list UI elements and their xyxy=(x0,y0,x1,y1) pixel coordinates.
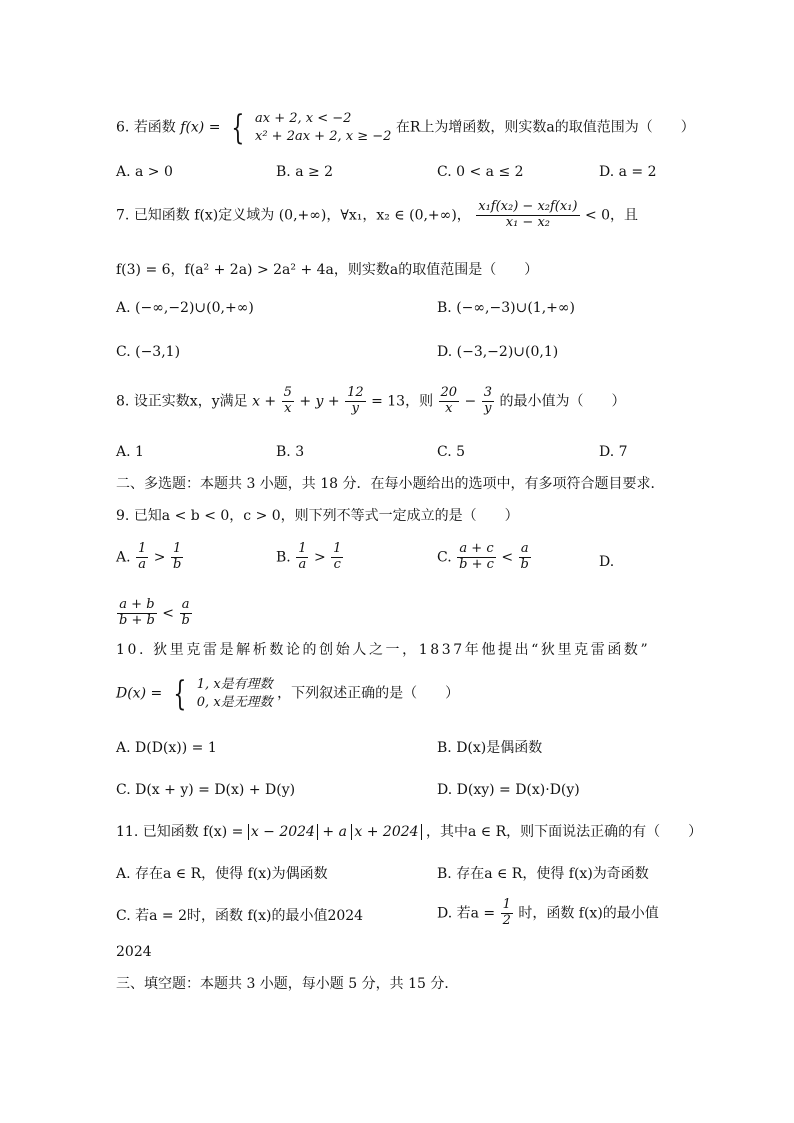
q8-minus: − xyxy=(464,393,477,410)
q11-option-c: C. 若a = 2时，函数 f(x)的最小值2024 xyxy=(116,908,364,924)
q9-number: 9. xyxy=(116,508,130,524)
q9-d-op: < xyxy=(162,605,174,622)
q8-frac1-den: x xyxy=(284,400,292,416)
q7-fraction-denominator: x₁ − x₂ xyxy=(505,214,550,230)
q11-post: ，其中a ∈ R，则下面说法正确的有（ ） xyxy=(426,824,703,840)
section-3-heading: 三、填空题：本题共 3 小题，每小题 5 分，共 15 分． xyxy=(116,976,459,992)
q11-pre: 已知函数 f(x) = xyxy=(142,824,244,840)
q10-stem xyxy=(116,642,650,659)
q9-b-frac2 xyxy=(331,542,343,573)
q9-option-c-label: C. xyxy=(437,549,452,566)
q9-a-op: > xyxy=(153,549,166,566)
q6-option-c: C. 0 < a ≤ 2 xyxy=(437,164,524,180)
q9-option-c xyxy=(437,542,532,573)
q9-d-frac2-den: b xyxy=(181,612,190,628)
q8-stem xyxy=(116,386,625,417)
q11-mid: + a xyxy=(322,824,347,840)
q10-function-def xyxy=(116,673,460,714)
q11-d-frac-num: 1 xyxy=(502,897,511,912)
q8-number: 8. xyxy=(116,393,130,410)
q9-b-frac2-den: c xyxy=(333,556,341,572)
q7-option-b: B. (−∞,−3)∪(1,+∞) xyxy=(437,300,575,316)
q9-c-frac2-num: a xyxy=(520,541,529,556)
q10-stem-text: 狄里克雷是解析数论的创始人之一，1837年他提出“狄里克雷函数” xyxy=(153,642,651,658)
q9-a-frac1-num: 1 xyxy=(138,541,147,556)
q7-fraction-numerator: x₁f(x₂) − x₂f(x₁) xyxy=(478,199,578,214)
q6-number: 6. xyxy=(116,119,130,136)
q11-number: 11. xyxy=(116,824,139,840)
q7-option-d: D. (−3,−2)∪(0,1) xyxy=(437,344,559,360)
q9-d-frac1-num: a + b xyxy=(119,597,155,612)
q8-option-a: A. 1 xyxy=(116,444,144,460)
q10-option-d: D. D(xy) = D(x)·D(y) xyxy=(437,782,580,798)
q6-option-b: B. a ≥ 2 xyxy=(276,164,334,180)
q11-option-d-pre: D. 若a = xyxy=(437,905,496,922)
q8-frac2 xyxy=(345,386,366,417)
q6-brace: { xyxy=(231,107,245,148)
q9-c-frac2 xyxy=(519,542,531,573)
q7-line2: f(3) = 6，f(a² + 2a) > 2a² + 4a，则实数a的取值范围是（ ） xyxy=(116,262,539,278)
section-2-heading: 二、多选题：本题共 3 小题，共 18 分．在每小题给出的选项中，有多项符合题目要求． xyxy=(116,476,665,492)
q6-stem xyxy=(116,107,695,148)
q6-cases xyxy=(255,110,391,145)
q9-d-frac1-den: b + b xyxy=(119,612,155,628)
q9-d-frac1 xyxy=(117,598,157,629)
q11-option-b: B. 存在a ∈ R，使得 f(x)为奇函数 xyxy=(437,866,649,882)
q8-frac1-num: 5 xyxy=(283,385,292,400)
q8-frac4 xyxy=(482,386,494,417)
q10-post: ，下列叙述正确的是（ ） xyxy=(277,685,460,702)
q9-d-frac2 xyxy=(179,598,191,629)
q9-d-frac2-num: a xyxy=(181,597,190,612)
q8-post: 的最小值为（ ） xyxy=(499,393,626,410)
q9-a-frac1 xyxy=(136,542,148,573)
q11-option-d-post: 时，函数 f(x)的最小值 xyxy=(518,905,659,922)
q6-case1: ax + 2, x < −2 xyxy=(255,111,352,126)
q8-option-b: B. 3 xyxy=(276,444,305,460)
q11-option-d xyxy=(437,898,659,929)
q8-frac3 xyxy=(439,386,460,417)
q8-option-c: C. 5 xyxy=(437,444,466,460)
q10-number: 10. xyxy=(116,642,147,658)
q8-eq-a: x + xyxy=(252,393,277,410)
q10-option-b: B. D(x)是偶函数 xyxy=(437,740,543,756)
q9-option-a xyxy=(116,542,184,573)
q6-pre: 若函数 xyxy=(133,119,176,136)
q9-b-op: > xyxy=(313,549,326,566)
q6-case2: x² + 2ax + 2, x ≥ −2 xyxy=(255,128,392,144)
q9-b-frac1-num: 1 xyxy=(298,541,307,556)
q8-frac1 xyxy=(282,386,294,417)
q7-stem xyxy=(116,200,638,231)
q10-brace: { xyxy=(173,673,186,714)
q9-b-frac1-den: a xyxy=(298,556,307,572)
q9-a-frac2-num: 1 xyxy=(172,541,182,556)
q8-frac2-num: 12 xyxy=(347,385,364,400)
q11-d-frac xyxy=(501,898,513,929)
q10-option-c: C. D(x + y) = D(x) + D(y) xyxy=(116,782,296,798)
q7-pre: 已知函数 f(x)定义域为 (0,+∞)，∀x₁，x₂ ∈ (0,+∞)， xyxy=(133,207,471,224)
q8-option-d: D. 7 xyxy=(599,444,628,460)
q9-option-b-label: B. xyxy=(276,549,291,566)
q9-c-op: < xyxy=(501,549,514,566)
q8-frac3-num: 20 xyxy=(440,385,458,400)
q11-option-d-wrap: 2024 xyxy=(116,944,152,960)
q10-lhs: D(x) = xyxy=(116,685,163,702)
q9-a-frac2 xyxy=(171,542,183,573)
q9-c-frac1 xyxy=(457,542,496,573)
q6-lhs: f(x) = xyxy=(180,119,221,136)
q8-frac4-den: y xyxy=(484,400,492,416)
q7-option-a: A. (−∞,−2)∪(0,+∞) xyxy=(116,300,254,316)
q10-cases xyxy=(197,676,273,711)
q6-option-a: A. a > 0 xyxy=(116,164,173,180)
q7-number: 7. xyxy=(116,207,130,224)
q9-a-frac1-den: a xyxy=(138,556,147,572)
q11-abs1: x − 2024 xyxy=(248,824,318,840)
q7-fraction xyxy=(476,200,579,231)
q6-option-d: D. a = 2 xyxy=(599,164,657,180)
q9-stem xyxy=(116,508,519,525)
q9-a-frac2-den: b xyxy=(172,556,182,572)
q6-post: 在R上为增函数，则实数a的取值范围为（ ） xyxy=(395,119,695,136)
q8-frac2-den: y xyxy=(351,400,360,416)
q8-pre: 设正实数x，y满足 xyxy=(133,393,248,410)
q10-option-a: A. D(D(x)) = 1 xyxy=(116,740,217,756)
q9-option-b xyxy=(276,542,344,573)
q8-eq-b: + y + xyxy=(299,393,340,410)
q9-option-d xyxy=(116,598,193,629)
q9-c-frac1-den: b + c xyxy=(459,556,494,572)
q9-stem-text: 已知a < b < 0，c > 0，则下列不等式一定成立的是（ ） xyxy=(133,508,519,524)
q9-c-frac1-num: a + c xyxy=(459,541,494,556)
q10-case1: 1, x是有理数 xyxy=(196,677,273,692)
q9-b-frac1 xyxy=(296,542,308,573)
q9-c-frac2-den: b xyxy=(520,556,529,572)
q11-abs2: x + 2024 xyxy=(351,824,421,840)
q8-frac3-den: x xyxy=(445,400,453,416)
q7-option-c: C. (−3,1) xyxy=(116,344,181,360)
q7-post: < 0，且 xyxy=(584,207,639,224)
q11-option-a: A. 存在a ∈ R，使得 f(x)为偶函数 xyxy=(116,866,328,882)
q9-option-d-label: D. xyxy=(599,554,615,570)
q8-eq-c: = 13，则 xyxy=(371,393,434,410)
q8-frac4-num: 3 xyxy=(483,385,492,400)
q11-stem xyxy=(116,824,702,841)
q11-d-frac-den: 2 xyxy=(502,912,511,928)
q9-b-frac2-num: 1 xyxy=(333,541,342,556)
q9-option-a-label: A. xyxy=(116,549,131,566)
q10-case2: 0, x是无理数 xyxy=(196,694,273,710)
